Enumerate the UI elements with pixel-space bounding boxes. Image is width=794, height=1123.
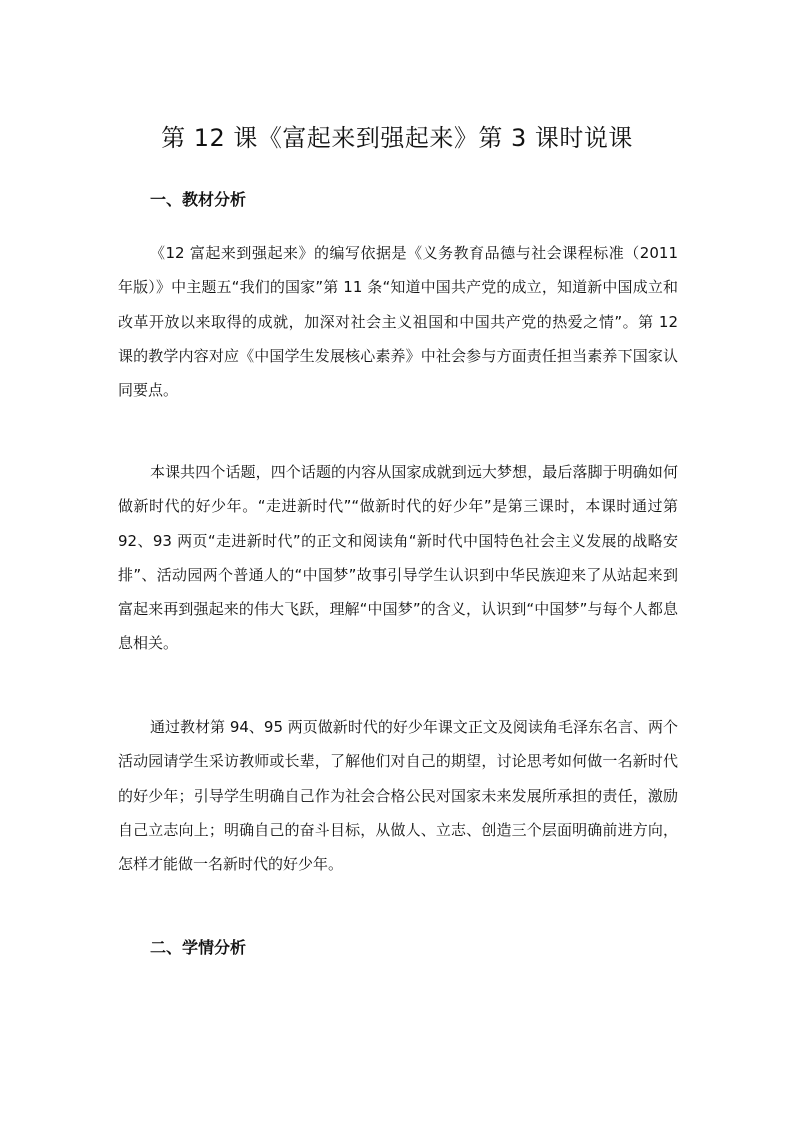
document-title: 第 12 课《富起来到强起来》第 3 课时说课: [161, 124, 633, 152]
section-heading-student-analysis: 二、学情分析: [150, 938, 247, 957]
paragraph-lesson-goals: 通过教材第 94、95 两页做新时代的好少年课文正文及阅读角毛泽东名言、两个活动园请学生采访教师或长辈，了解他们对自己的期望，讨论思考如何做一名新时代的好少年；引导学生明确自己作为社会合格公民对国家未来发展所承担的责任，激励自己立志向上；明确自己的奋斗目标，从做人、立志、创造三个层面明确前进方向，怎样才能做一名新时代的好少年。: [118, 718, 678, 874]
paragraph-textbook-basis: 《12 富起来到强起来》的编写依据是《义务教育品德与社会课程标准（2011 年版）》中主题五“我们的国家”第 11 条“知道中国共产党的成立，知道新中国成立和改革开放以来取得的成就，加深对社会主义祖国和中国共产党的热爱之情”。第 12 课的教学内容对应《中国学生发展核心素养》中社会参与方面责任担当素养下国家认同要点。: [118, 244, 678, 400]
section-heading-textbook-analysis: 一、教材分析: [150, 190, 247, 209]
paragraph-lesson-topics: 本课共四个话题，四个话题的内容从国家成就到远大梦想，最后落脚于明确如何做新时代的好少年。“走进新时代”“做新时代的好少年”是第三课时，本课时通过第 92、93 两页“走进新时代”的正文和阅读角“新时代中国特色社会主义发展的战略安排”、活动园两个普通人的“中国梦”故事引导学生认识到中华民族迎来了从站起来到富起来再到强起来的伟大飞跃，理解“中国梦”的含义，认识到“中国梦”与每个人都息息相关。: [118, 463, 678, 653]
